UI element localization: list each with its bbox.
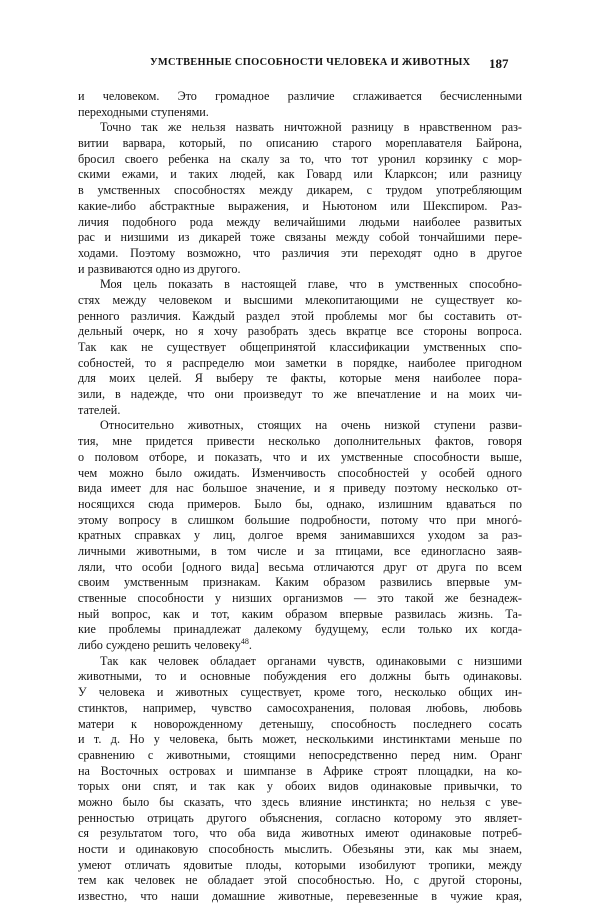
text-line: ный вопрос, как и тот, каким образом впервые развилась жизнь. Та- [78, 606, 522, 621]
text-line: этому вопросу в слишком большие подробности, потому что при многό- [78, 512, 522, 527]
text-line: в умственных способностях между дикарем, с трудом употребляющим [78, 183, 522, 198]
body-text [78, 89, 522, 905]
text-line: и т. д. Но у человека, быть может, несколькими инстинктами меньше по [78, 732, 522, 747]
text-line: Относительно животных, стоящих на очень низкой ступени разви- [100, 418, 522, 433]
text-line: дельный очерк, но я хочу разобрать здесь вкратце все стороны вопроса. [78, 324, 522, 339]
text-line: и развиваются одно из другого. [78, 261, 241, 276]
text-line: торых они спят, и так как у обоих видов одинаковые привычки, то [78, 779, 522, 794]
text-line: бросил своего ребенка на скалу за то, что тот уронил корзинку с мор- [78, 151, 522, 166]
text-line: вида имеет для нас большое значение, и я приведу поэтому несколько от- [78, 481, 522, 496]
text-line: тем как человек не обладает этой способностью. Но, с другой стороны, [78, 873, 522, 888]
text-line: животными, то и основные побуждения его должны быть одинаковы. [78, 669, 522, 684]
text-line: носящихся сюда примеров. Было бы, однако, излишним вдаваться по [78, 496, 522, 511]
text-line: матери к новорожденному детенышу, способность последнего сосать [78, 716, 522, 731]
text-line: ся результатом того, что оба вида животных имеют одинаковые потреб- [78, 826, 522, 841]
text-line: известно, что наши домашние животные, перевезенные в чужие края, [78, 889, 522, 904]
text-line: витии варвара, который, по описанию старого мореплавателя Байрона, [78, 136, 522, 151]
text-line: сравнению с животными, стоящими непосредственно перед ним. Оранг [78, 747, 522, 762]
text-line: либо суждено решить человеку$^{48}$. [78, 637, 252, 653]
text-line: Так как человек обладает органами чувств, одинаковыми с низшими [100, 653, 522, 668]
text-line: переходными ступенями. [78, 104, 209, 119]
text-line: ляли, что особи [одного вида] весьма отличаются друг от друга по всем [78, 559, 522, 574]
text-line: ственные способности у низших организмов — это такой же безнадеж- [78, 591, 522, 605]
text-line: ренного различия. Каждый раздел этой проблемы мог бы составить от- [78, 308, 522, 323]
text-line: личия подобного рода между величайшими людьми наиболее развитых [78, 214, 522, 229]
text-line: кратных справках у лиц, долгое время занимавшихся уходом за раз- [78, 528, 522, 543]
footnote-marker[interactable]: 48 [240, 637, 249, 646]
text-line: какие-либо абстрактные выражения, и Ньютоном или Шекспиром. Раз- [78, 198, 522, 213]
text-line: чем можно было ожидать. Изменчивость способностей у особей одного [78, 465, 522, 480]
text-line: Моя цель показать в настоящей главе, что в умственных способно- [100, 277, 522, 292]
text-line: о половом отборе, и показать, что и их умственные способности выше, [78, 449, 522, 464]
text-line: личными животными, в том числе и за птицами, все единогласно заяв- [78, 543, 522, 558]
text-line: и человеком. Это громадное различие сглаживается бесчисленными [78, 89, 522, 103]
text-line: У человека и животных существует, кроме того, несколько общих ин- [78, 685, 522, 700]
page-header [0, 56, 600, 76]
text-line: кие проблемы принадлежат далекому будущему, если только их когда- [78, 622, 522, 637]
text-line: ходами. Поэтому возможно, что различия эти переходят одно в другое [78, 245, 522, 260]
text-line: стинктов, например, чувство самосохранения, половая любовь, любовь [78, 700, 522, 715]
text-line: умеют отличать ядовитые плоды, которыми изобилуют тропики, между [78, 857, 522, 872]
text-line: тия, мне придется привести несколько дополнительных фактов, говоря [78, 434, 522, 449]
text-line: скими ежами, и таких людей, как Говард или Кларксон; или разницу [78, 167, 522, 182]
text-line: на Восточных островах и шимпанзе в Африке строят площадки, на ко- [78, 763, 522, 778]
page-number: 187 [489, 56, 509, 71]
text-line: тателей. [78, 402, 121, 417]
running-head: УМСТВЕННЫЕ СПОСОБНОСТИ ЧЕЛОВЕКА И ЖИВОТНЫХ [150, 57, 471, 68]
text-line: для моих целей. Я выберу те факты, которые меня наиболее пора- [78, 371, 522, 386]
text-line: своим умственным признакам. Каким образом развились впервые ум- [78, 575, 522, 590]
text-line: стях между человеком и высшими млекопитающими не существует ко- [78, 292, 522, 307]
text-line: ности и одинаковую способность мыслить. Обезьяны эти, как мы знаем, [78, 842, 522, 856]
text-line: собностей, то я распределю мои заметки в порядке, наиболее пригодном [78, 355, 522, 370]
text-line: рас и низшими из дикарей тоже связаны между собой тончайшими пере- [78, 230, 522, 245]
text-line: Точно так же нельзя назвать ничтожной разницу в нравственном раз- [100, 120, 522, 135]
text-line: зили, в надежде, что они произведут то же впечатление и на моих чи- [78, 387, 522, 402]
text-line: ренностью отрицать другого объяснения, согласно которому это являет- [78, 810, 522, 825]
text-line: Так как не существует общепринятой классификации умственных спо- [78, 340, 522, 354]
text-line: можно было бы сказать, что здесь влияние инстинкта; но нельзя с уве- [78, 794, 522, 809]
